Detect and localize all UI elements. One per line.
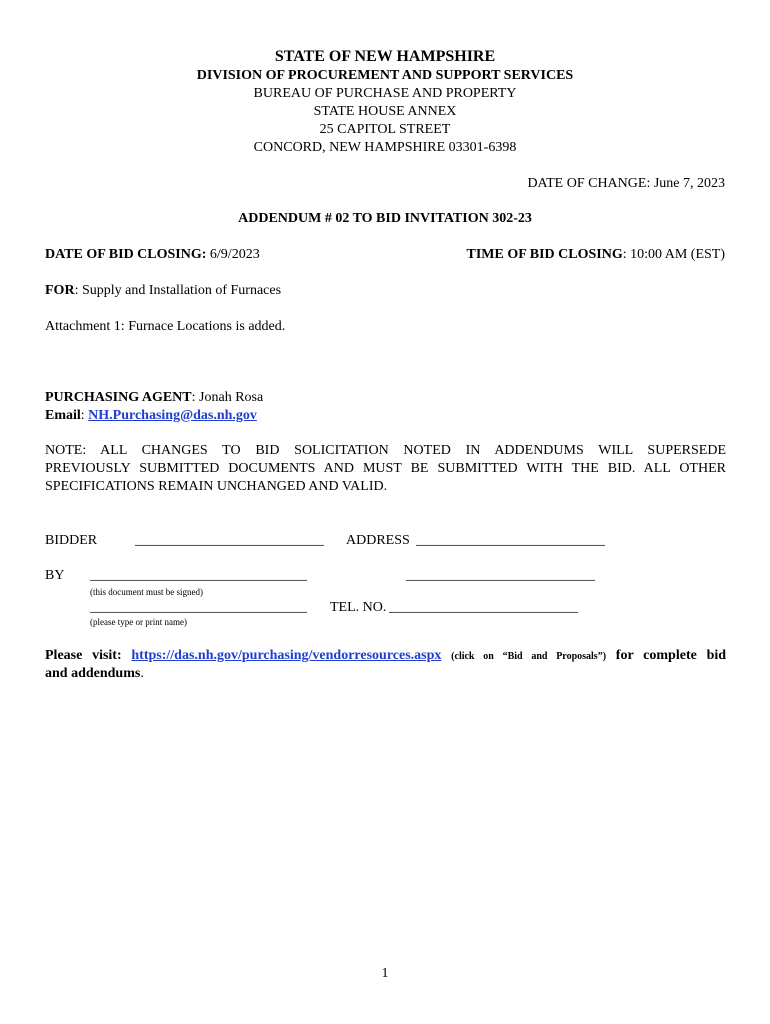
- purchasing-agent-line: [45, 390, 263, 406]
- bid-closing-date-label: DATE OF BID CLOSING:: [45, 247, 207, 262]
- division-heading: DIVISION OF PROCUREMENT AND SUPPORT SERVICES: [196, 68, 574, 83]
- email-separator: :: [80, 408, 89, 423]
- bid-closing-date-value: 6/9/2023: [209, 247, 260, 262]
- bid-closing-time-value: : 10:00 AM (EST): [622, 247, 725, 262]
- attachment-line: Attachment 1: Furnace Locations is added.: [45, 319, 286, 334]
- annex-heading: STATE HOUSE ANNEX: [313, 104, 457, 119]
- bid-closing-time-label: TIME OF BID CLOSING: [466, 247, 623, 262]
- visit-period: .: [140, 666, 144, 681]
- visit-addendums: and addendums: [45, 666, 141, 681]
- date-of-change: DATE OF CHANGE: June 7, 2023: [527, 176, 725, 191]
- print-note: (please type or print name): [90, 617, 187, 627]
- visit-prefix: Please visit:: [45, 648, 122, 663]
- email-line: [45, 408, 257, 424]
- page-number: 1: [381, 966, 389, 981]
- addendum-title: ADDENDUM # 02 TO BID INVITATION 302-23: [238, 211, 532, 226]
- bureau-heading: BUREAU OF PURCHASE AND PROPERTY: [253, 86, 517, 101]
- tel-label: TEL. NO.: [330, 600, 387, 615]
- signed-note: (this document must be signed): [90, 587, 203, 597]
- bid-closing-time: [466, 247, 725, 263]
- visit-click-note: (click on “Bid and Proposals”): [451, 651, 607, 662]
- note-line-3: SPECIFICATIONS REMAIN UNCHANGED AND VALID.: [45, 479, 388, 494]
- bidder-field[interactable]: ___________________________: [135, 533, 324, 548]
- purchasing-agent-name: : Jonah Rosa: [191, 390, 264, 405]
- bidder-label: BIDDER: [45, 533, 98, 548]
- vendor-resources-link[interactable]: https://das.nh.gov/purchasing/vendorresources.aspx: [131, 648, 442, 663]
- visit-line-1: [45, 648, 726, 664]
- address-field[interactable]: ___________________________: [416, 533, 605, 548]
- for-label: FOR: [45, 283, 75, 298]
- tel-field[interactable]: ___________________________: [389, 600, 578, 615]
- street-heading: 25 CAPITOL STREET: [319, 122, 451, 137]
- signature-field[interactable]: _______________________________: [90, 568, 307, 583]
- purchasing-agent-label: PURCHASING AGENT: [45, 390, 192, 405]
- by-right-field[interactable]: ___________________________: [406, 568, 595, 583]
- email-link[interactable]: NH.Purchasing@das.nh.gov: [88, 408, 257, 423]
- state-heading: STATE OF NEW HAMPSHIRE: [274, 48, 496, 65]
- email-label: Email: [45, 408, 81, 423]
- city-heading: CONCORD, NEW HAMPSHIRE 03301-6398: [253, 140, 517, 155]
- for-value: : Supply and Installation of Furnaces: [74, 283, 282, 298]
- bid-closing-date: [45, 247, 260, 263]
- note-line-2: PREVIOUSLY SUBMITTED DOCUMENTS AND MUST BE SUBMITTED WITH THE BID. ALL OTHER: [45, 461, 726, 476]
- for-line: [45, 283, 281, 299]
- visit-line-2: [45, 666, 144, 682]
- visit-suffix: for complete bid: [615, 648, 727, 663]
- by-label: BY: [45, 568, 65, 583]
- address-label: ADDRESS: [346, 533, 410, 548]
- printed-name-field[interactable]: _______________________________: [90, 600, 307, 615]
- note-line-1: NOTE: ALL CHANGES TO BID SOLICITATION NOTED IN ADDENDUMS WILL SUPERSEDE: [45, 443, 726, 458]
